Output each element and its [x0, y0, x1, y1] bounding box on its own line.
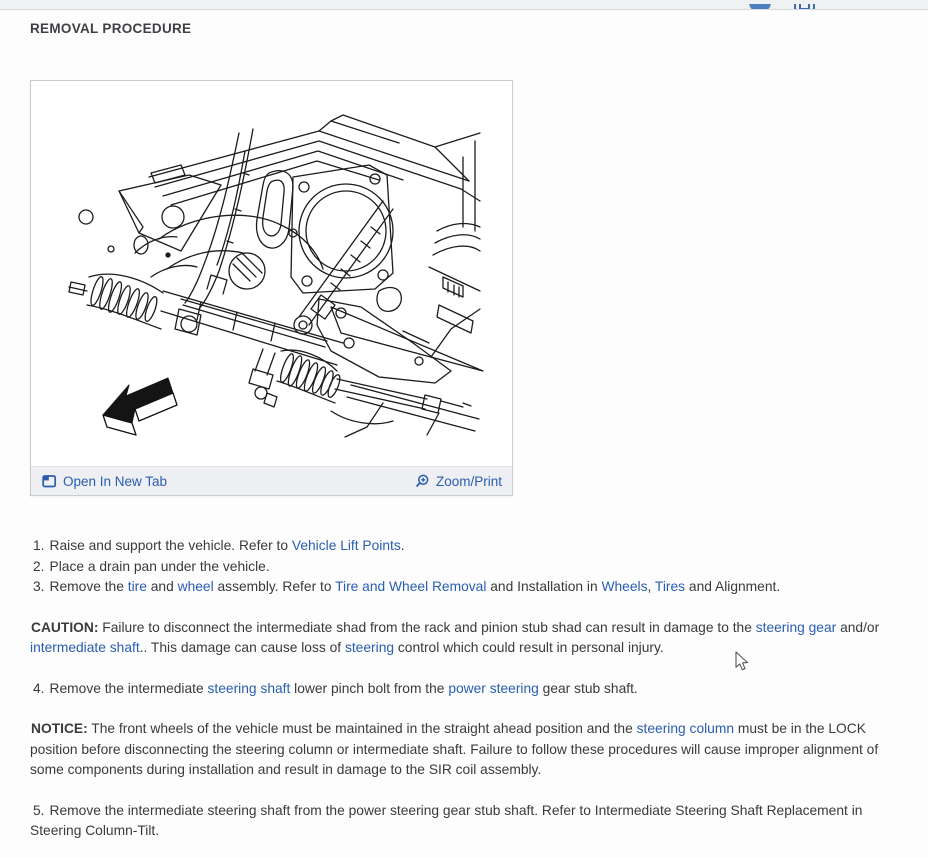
text-segment: and/or: [836, 619, 880, 635]
inline-link[interactable]: power steering: [448, 680, 539, 696]
inline-link[interactable]: Vehicle Lift Points: [291, 538, 401, 553]
text-segment: .: [400, 538, 405, 553]
zoom-print-link[interactable]: Zoom/Print: [415, 474, 502, 489]
text-segment: and Alignment.: [685, 579, 781, 594]
step-item-1: [33, 536, 910, 557]
step-item-3: [33, 577, 910, 598]
inline-link[interactable]: wheel: [177, 579, 214, 594]
step-number: 3.: [33, 579, 45, 594]
caution-paragraph: [30, 618, 910, 659]
caution-text: [30, 620, 879, 656]
magnifier-plus-icon: [415, 474, 430, 489]
inline-link[interactable]: Tires: [654, 579, 686, 594]
inline-link[interactable]: tire: [127, 579, 147, 594]
step-item-2: [33, 557, 910, 578]
open-in-new-tab-icon: [42, 474, 57, 488]
text-segment: Raise and support the vehicle. Refer to: [49, 538, 292, 553]
text-segment: assembly. Refer to: [213, 579, 336, 594]
text-segment: The front wheels of the vehicle must be maintained in the straight ahead position and the: [87, 721, 637, 736]
notice-label: NOTICE:: [31, 721, 88, 736]
print-icon[interactable]: [792, 0, 818, 9]
text-segment: and: [146, 579, 178, 594]
inline-link[interactable]: steering gear: [755, 619, 837, 635]
step-text: [50, 577, 781, 598]
inline-link[interactable]: steering shaft: [207, 680, 291, 696]
open-in-new-tab-link[interactable]: Open In New Tab: [42, 474, 167, 489]
text-segment: Failure to disconnect the intermediate shad from the rack and pinion stub shad can result in damage to the: [98, 619, 756, 635]
inline-link[interactable]: Wheels: [601, 579, 648, 594]
step-item-4: [30, 679, 910, 700]
caution-label: CAUTION:: [31, 619, 99, 635]
text-segment: ,: [647, 579, 655, 594]
notice-text: [30, 721, 878, 777]
step-list: [30, 536, 910, 598]
step-text: [50, 536, 405, 557]
step-text: [50, 557, 270, 578]
text-segment: lower pinch bolt from the: [290, 680, 449, 696]
diagram-line-art: [31, 81, 512, 466]
text-segment: must be in the LOCK position before disconnecting the steering column or intermediate shaft. Failure to follow these procedures will cause improper alignment of some components during installation and result in damage to the SIR coil assembly.: [30, 721, 879, 777]
notice-paragraph: [30, 719, 910, 781]
avatar-icon[interactable]: [748, 0, 772, 9]
inline-link[interactable]: Tire and Wheel Removal: [335, 579, 487, 594]
text-segment: Remove the: [49, 579, 128, 594]
procedure-page: [0, 21, 928, 842]
step-text: [50, 681, 638, 696]
step-number: 1.: [33, 538, 45, 553]
step-number: 5.: [33, 802, 45, 818]
step-item-5: [30, 801, 910, 842]
text-segment: control which could result in personal injury.: [394, 640, 664, 655]
text-segment: Remove the intermediate: [49, 680, 208, 696]
direction-arrow-glyph: [103, 378, 177, 435]
text-segment: and Installation in: [486, 579, 602, 594]
step-number: 4.: [33, 680, 45, 696]
figure-box: [30, 80, 513, 496]
top-toolbar: [0, 0, 928, 10]
step-text: [30, 803, 862, 839]
step-number: 2.: [33, 558, 45, 574]
text-segment: gear stub shaft.: [538, 680, 638, 696]
text-segment: Place a drain pan under the vehicle.: [49, 558, 270, 574]
text-segment: Remove the intermediate steering shaft from the power steering gear stub shaft. Refer to Intermediate Steering Shaft Replacement in Steering Column-Tilt.: [30, 802, 863, 838]
figure-toolbar: [31, 466, 512, 495]
page-title: REMOVAL PROCEDURE: [30, 21, 192, 36]
text-segment: .. This damage can cause loss of: [139, 640, 345, 655]
steering-rack-diagram: [31, 81, 512, 466]
inline-link[interactable]: steering: [344, 640, 395, 655]
inline-link[interactable]: steering column: [636, 721, 735, 736]
inline-link[interactable]: intermediate shaft: [30, 640, 140, 655]
